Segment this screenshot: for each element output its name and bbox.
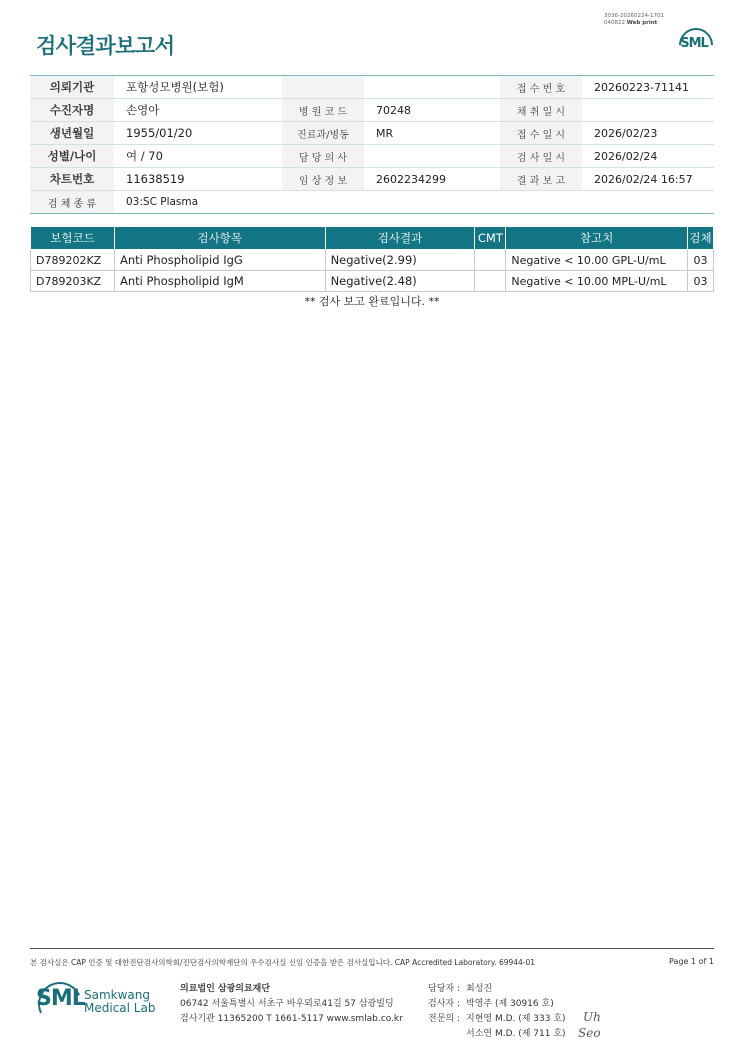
info-row [30,122,714,145]
results-table [30,226,714,292]
test-result: Negative(2.99) [325,250,475,271]
column-header: CMT [475,227,506,250]
staff-role: 담당자 : [428,984,460,994]
info-label: 차트번호 [30,168,114,191]
info-value: 손영아 [114,99,282,122]
staff-name: 박영주 (제 30916 호) [466,999,554,1009]
info-row [30,145,714,168]
info-label: 의뢰기관 [30,76,114,99]
staff-name: 최성진 [466,984,493,994]
test-result: Negative(2.48) [325,271,475,292]
signature-1: Uh [583,1010,601,1024]
reference-range: Negative < 10.00 GPL-U/mL [506,250,688,271]
info-value-2: 70248 [364,99,500,122]
info-value-2 [364,145,500,168]
print-code-line2: 040822 Web print [604,20,658,26]
column-header: 검사결과 [325,227,475,250]
staff-row [428,997,566,1012]
info-value-3: 2026/02/24 [582,145,714,168]
print-type: Web print [626,20,658,26]
info-label-2: 병 원 코 드 [282,99,364,122]
info-label-3: 접 수 일 시 [500,122,582,145]
staff-list [428,982,566,1042]
info-label-3: 접 수 번 호 [500,76,582,99]
column-header: 보험코드 [31,227,115,250]
cmt [475,250,506,271]
specimen-row [30,191,714,214]
info-label-2: 담 당 의 사 [282,145,364,168]
organization-info [180,982,403,1027]
completion-note: ** 검사 보고 완료입니다. ** [304,295,440,308]
certification-text: 본 검사실은 CAP 인증 및 대한진단검사의학회/진단검사의학재단의 우수검사실 신임 인증을 받은 검사실입니다. CAP Accredited Laboratory. 69944-01 [30,958,536,967]
info-label-2: 진료과/병동 [282,122,364,145]
column-header: 참고치 [506,227,688,250]
samkwang-logo [36,980,156,1028]
info-value-3 [582,99,714,122]
sml-logo [676,26,712,62]
report-title: 검사결과보고서 [36,34,175,58]
cmt [475,271,506,292]
info-value-3: 2026/02/24 16:57 [582,168,714,191]
info-label: 성별/나이 [30,145,114,168]
logo-text: SML [680,36,708,51]
footer-divider [30,948,714,949]
specimen-label: 검 체 종 류 [30,191,114,214]
specimen-value: 03:SC Plasma [114,191,714,214]
specimen-code: 03 [687,250,713,271]
info-label-2: 임 상 정 보 [282,168,364,191]
column-header: 검체 [687,227,713,250]
info-label: 수진자명 [30,99,114,122]
page-number: Page 1 of 1 [669,957,714,966]
staff-role: 검사자 : [428,999,460,1009]
info-value-3: 2026/02/23 [582,122,714,145]
info-label: 생년월일 [30,122,114,145]
info-label-3: 검 사 일 시 [500,145,582,168]
info-value-2: MR [364,122,500,145]
staff-row [428,1012,566,1027]
logo-sml-text: SML [36,986,85,1011]
info-row [30,168,714,191]
info-label-2 [282,76,364,99]
logo-name: Samkwang Medical Lab [84,988,156,1015]
info-row [30,76,714,99]
info-value: 1955/01/20 [114,122,282,145]
insurance-code: D789203KZ [31,271,115,292]
specimen-code: 03 [687,271,713,292]
test-item: Anti Phospholipid IgG [114,250,325,271]
info-value: 포항성모병원(보험) [114,76,282,99]
org-name: 의료법인 삼광의료재단 [180,984,271,994]
info-label-3: 채 취 일 시 [500,99,582,122]
signature-2: Seo [578,1026,601,1040]
insurance-code: D789202KZ [31,250,115,271]
staff-row [428,982,566,997]
info-value-3: 20260223-71141 [582,76,714,99]
test-item: Anti Phospholipid IgM [114,271,325,292]
info-value-2: 2602234299 [364,168,500,191]
table-row [31,250,714,271]
patient-info-table [30,75,714,214]
staff-row [428,1027,566,1042]
org-address: 06742 서울특별시 서초구 바우뫼로41길 57 삼광빌딩 [180,999,394,1009]
print-meta [604,13,664,27]
staff-name: 지현영 M.D. (제 333 호) [466,1014,566,1024]
table-row [31,271,714,292]
staff-role: 전문의 : [428,1014,460,1024]
info-value: 여 / 70 [114,145,282,168]
info-row [30,99,714,122]
column-header: 검사항목 [114,227,325,250]
reference-range: Negative < 10.00 MPL-U/mL [506,271,688,292]
info-value-2 [364,76,500,99]
staff-name: 서소연 M.D. (제 711 호) [466,1029,566,1039]
info-value: 11638519 [114,168,282,191]
print-code: 3036-20260224-1701 [604,13,664,19]
org-contact: 검사기관 11365200 T 1661-5117 www.smlab.co.kr [180,1014,403,1024]
info-label-3: 결 과 보 고 [500,168,582,191]
